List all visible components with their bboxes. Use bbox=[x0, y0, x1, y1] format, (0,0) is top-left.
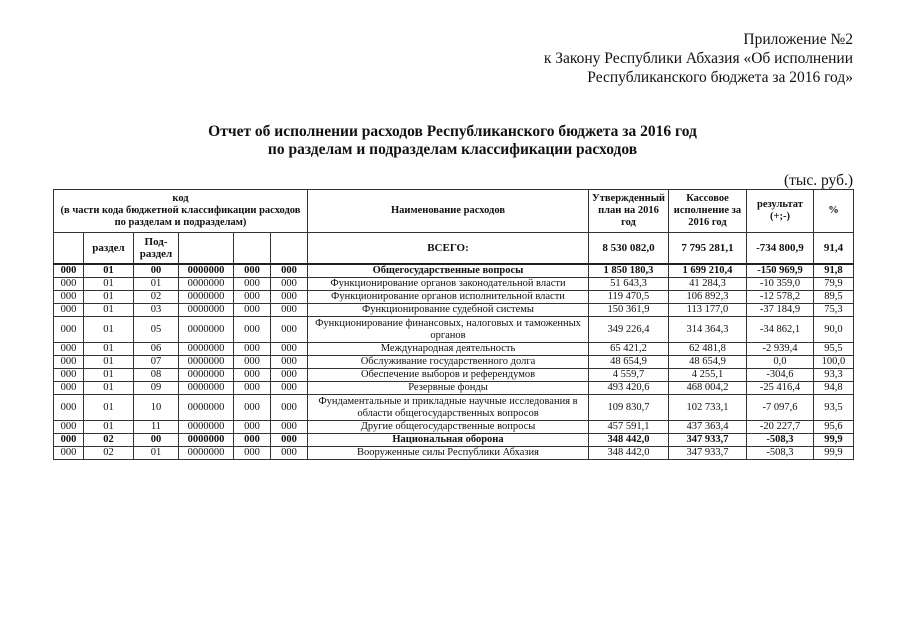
subsection-cell: 03 bbox=[134, 304, 179, 317]
target-code-cell: 0000000 bbox=[179, 264, 234, 278]
percent-header: % bbox=[813, 190, 853, 233]
table-row bbox=[54, 434, 854, 447]
kosgu-cell: 000 bbox=[271, 304, 308, 317]
result-cell: -37 184,9 bbox=[746, 304, 813, 317]
expense-name-cell: Другие общегосударственные вопросы bbox=[308, 421, 589, 434]
code-cell: 000 bbox=[54, 395, 84, 421]
section-cell: 01 bbox=[84, 291, 134, 304]
units-label: (тыс. руб.) bbox=[784, 172, 853, 189]
appendix-line-2: к Закону Республики Абхазия «Об исполнении bbox=[543, 50, 853, 67]
section-cell: 01 bbox=[84, 317, 134, 343]
section-cell: 01 bbox=[84, 395, 134, 421]
cash-cell: 1 699 210,4 bbox=[668, 264, 746, 278]
plan-cell: 348 442,0 bbox=[589, 447, 669, 460]
target-code-cell: 0000000 bbox=[179, 395, 234, 421]
kosgu-cell: 000 bbox=[271, 264, 308, 278]
code-cell: 000 bbox=[54, 264, 84, 278]
result-header: результат (+;-) bbox=[746, 190, 813, 233]
cash-cell: 4 255,1 bbox=[668, 369, 746, 382]
percent-cell: 95,5 bbox=[813, 343, 853, 356]
total-result: -734 800,9 bbox=[746, 233, 813, 265]
expense-type-cell: 000 bbox=[234, 447, 271, 460]
plan-header: Утвержденный план на 2016 год bbox=[589, 190, 669, 233]
code-cell: 000 bbox=[54, 447, 84, 460]
subsection-cell: 09 bbox=[134, 382, 179, 395]
expense-type-cell: 000 bbox=[234, 304, 271, 317]
kosgu-cell: 000 bbox=[271, 395, 308, 421]
kosgu-cell: 000 bbox=[271, 317, 308, 343]
table-row bbox=[54, 291, 854, 304]
table-row bbox=[54, 382, 854, 395]
percent-cell: 99,9 bbox=[813, 434, 853, 447]
percent-cell: 93,5 bbox=[813, 395, 853, 421]
blank-header-cell bbox=[54, 233, 84, 265]
subsection-cell: 01 bbox=[134, 278, 179, 291]
report-title-line-2: по разделам и подразделам классификации расходов bbox=[267, 141, 638, 158]
expense-name-cell: Функционирование судебной системы bbox=[308, 304, 589, 317]
expense-type-cell: 000 bbox=[234, 434, 271, 447]
table-row bbox=[54, 369, 854, 382]
result-cell: -20 227,7 bbox=[746, 421, 813, 434]
plan-cell: 348 442,0 bbox=[589, 434, 669, 447]
plan-cell: 4 559,7 bbox=[589, 369, 669, 382]
target-code-cell: 0000000 bbox=[179, 434, 234, 447]
code-cell: 000 bbox=[54, 356, 84, 369]
table-row bbox=[54, 317, 854, 343]
percent-cell: 90,0 bbox=[813, 317, 853, 343]
cash-cell: 437 363,4 bbox=[668, 421, 746, 434]
table-row bbox=[54, 278, 854, 291]
expense-type-cell: 000 bbox=[234, 278, 271, 291]
expense-name-cell: Вооруженные силы Республики Абхазия bbox=[308, 447, 589, 460]
section-cell: 01 bbox=[84, 278, 134, 291]
plan-cell: 119 470,5 bbox=[589, 291, 669, 304]
expense-type-cell: 000 bbox=[234, 356, 271, 369]
blank-header-cell bbox=[271, 233, 308, 265]
code-cell: 000 bbox=[54, 278, 84, 291]
plan-cell: 65 421,2 bbox=[589, 343, 669, 356]
kosgu-cell: 000 bbox=[271, 421, 308, 434]
plan-cell: 48 654,9 bbox=[589, 356, 669, 369]
plan-cell: 493 420,6 bbox=[589, 382, 669, 395]
plan-cell: 349 226,4 bbox=[589, 317, 669, 343]
result-cell: -10 359,0 bbox=[746, 278, 813, 291]
plan-cell: 150 361,9 bbox=[589, 304, 669, 317]
code-header-line-1: код bbox=[172, 193, 189, 204]
code-cell: 000 bbox=[54, 317, 84, 343]
target-code-cell: 0000000 bbox=[179, 356, 234, 369]
subsection-header: Под-раздел bbox=[134, 233, 179, 265]
result-cell: -508,3 bbox=[746, 447, 813, 460]
target-code-cell: 0000000 bbox=[179, 317, 234, 343]
percent-cell: 75,3 bbox=[813, 304, 853, 317]
cash-cell: 314 364,3 bbox=[668, 317, 746, 343]
expense-name-cell: Общегосударственные вопросы bbox=[308, 264, 589, 278]
code-header bbox=[54, 190, 308, 233]
cash-cell: 48 654,9 bbox=[668, 356, 746, 369]
section-cell: 01 bbox=[84, 343, 134, 356]
plan-cell: 109 830,7 bbox=[589, 395, 669, 421]
total-percent: 91,4 bbox=[813, 233, 853, 265]
section-cell: 01 bbox=[84, 264, 134, 278]
section-cell: 02 bbox=[84, 447, 134, 460]
expense-type-cell: 000 bbox=[234, 395, 271, 421]
report-title-line-1: Отчет об исполнении расходов Республиканского бюджета за 2016 год bbox=[208, 123, 697, 140]
kosgu-cell: 000 bbox=[271, 356, 308, 369]
section-cell: 01 bbox=[84, 369, 134, 382]
subsection-cell: 05 bbox=[134, 317, 179, 343]
expense-type-cell: 000 bbox=[234, 291, 271, 304]
blank-header-cell bbox=[179, 233, 234, 265]
name-header: Наименование расходов bbox=[308, 190, 589, 233]
subsection-cell: 07 bbox=[134, 356, 179, 369]
target-code-cell: 0000000 bbox=[179, 278, 234, 291]
expense-type-cell: 000 bbox=[234, 369, 271, 382]
kosgu-cell: 000 bbox=[271, 382, 308, 395]
cash-header: Кассовое исполнение за 2016 год bbox=[668, 190, 746, 233]
expense-name-cell: Национальная оборона bbox=[308, 434, 589, 447]
total-cash: 7 795 281,1 bbox=[668, 233, 746, 265]
section-header: раздел bbox=[84, 233, 134, 265]
cash-cell: 113 177,0 bbox=[668, 304, 746, 317]
cash-cell: 62 481,8 bbox=[668, 343, 746, 356]
expense-type-cell: 000 bbox=[234, 382, 271, 395]
section-cell: 01 bbox=[84, 421, 134, 434]
code-cell: 000 bbox=[54, 382, 84, 395]
plan-cell: 457 591,1 bbox=[589, 421, 669, 434]
kosgu-cell: 000 bbox=[271, 291, 308, 304]
result-cell: -304,6 bbox=[746, 369, 813, 382]
subsection-cell: 11 bbox=[134, 421, 179, 434]
section-cell: 01 bbox=[84, 382, 134, 395]
percent-cell: 89,5 bbox=[813, 291, 853, 304]
table-row bbox=[54, 356, 854, 369]
subsection-cell: 10 bbox=[134, 395, 179, 421]
result-cell: -508,3 bbox=[746, 434, 813, 447]
target-code-cell: 0000000 bbox=[179, 421, 234, 434]
section-cell: 02 bbox=[84, 434, 134, 447]
expense-type-cell: 000 bbox=[234, 421, 271, 434]
code-cell: 000 bbox=[54, 304, 84, 317]
expenditure-table bbox=[53, 189, 854, 460]
result-cell: -7 097,6 bbox=[746, 395, 813, 421]
result-cell: -150 969,9 bbox=[746, 264, 813, 278]
result-cell: -25 416,4 bbox=[746, 382, 813, 395]
target-code-cell: 0000000 bbox=[179, 447, 234, 460]
expense-type-cell: 000 bbox=[234, 317, 271, 343]
table-body bbox=[54, 264, 854, 460]
percent-cell: 91,8 bbox=[813, 264, 853, 278]
target-code-cell: 0000000 bbox=[179, 304, 234, 317]
table-row bbox=[54, 343, 854, 356]
result-cell: 0,0 bbox=[746, 356, 813, 369]
percent-cell: 94,8 bbox=[813, 382, 853, 395]
appendix-line-3: Республиканского бюджета за 2016 год» bbox=[587, 69, 853, 86]
code-cell: 000 bbox=[54, 343, 84, 356]
expense-name-cell: Функционирование органов законодательной власти bbox=[308, 278, 589, 291]
percent-cell: 95,6 bbox=[813, 421, 853, 434]
expense-type-cell: 000 bbox=[234, 264, 271, 278]
percent-cell: 93,3 bbox=[813, 369, 853, 382]
code-cell: 000 bbox=[54, 434, 84, 447]
cash-cell: 41 284,3 bbox=[668, 278, 746, 291]
expense-name-cell: Резервные фонды bbox=[308, 382, 589, 395]
target-code-cell: 0000000 bbox=[179, 369, 234, 382]
cash-cell: 468 004,2 bbox=[668, 382, 746, 395]
blank-header-cell bbox=[234, 233, 271, 265]
table-row bbox=[54, 447, 854, 460]
kosgu-cell: 000 bbox=[271, 434, 308, 447]
kosgu-cell: 000 bbox=[271, 447, 308, 460]
code-header-line-2: (в части кода бюджетной классификации расходов bbox=[60, 205, 301, 216]
expense-name-cell: Функционирование финансовых, налоговых и таможенных органов bbox=[308, 317, 589, 343]
expense-type-cell: 000 bbox=[234, 343, 271, 356]
percent-cell: 100,0 bbox=[813, 356, 853, 369]
code-cell: 000 bbox=[54, 421, 84, 434]
kosgu-cell: 000 bbox=[271, 278, 308, 291]
report-title bbox=[0, 123, 905, 159]
target-code-cell: 0000000 bbox=[179, 343, 234, 356]
target-code-cell: 0000000 bbox=[179, 382, 234, 395]
subsection-cell: 01 bbox=[134, 447, 179, 460]
target-code-cell: 0000000 bbox=[179, 291, 234, 304]
section-cell: 01 bbox=[84, 304, 134, 317]
subsection-cell: 06 bbox=[134, 343, 179, 356]
subsection-cell: 00 bbox=[134, 264, 179, 278]
cash-cell: 347 933,7 bbox=[668, 434, 746, 447]
kosgu-cell: 000 bbox=[271, 343, 308, 356]
table-row bbox=[54, 304, 854, 317]
appendix-line-1: Приложение №2 bbox=[743, 31, 853, 48]
plan-cell: 51 643,3 bbox=[589, 278, 669, 291]
table-row bbox=[54, 264, 854, 278]
cash-cell: 347 933,7 bbox=[668, 447, 746, 460]
result-cell: -34 862,1 bbox=[746, 317, 813, 343]
result-cell: -2 939,4 bbox=[746, 343, 813, 356]
total-label: ВСЕГО: bbox=[308, 233, 589, 265]
subsection-cell: 02 bbox=[134, 291, 179, 304]
plan-cell: 1 850 180,3 bbox=[589, 264, 669, 278]
subsection-cell: 00 bbox=[134, 434, 179, 447]
expense-name-cell: Обеспечение выборов и референдумов bbox=[308, 369, 589, 382]
percent-cell: 99,9 bbox=[813, 447, 853, 460]
cash-cell: 106 892,3 bbox=[668, 291, 746, 304]
code-header-line-3: по разделам и подразделам) bbox=[114, 217, 247, 228]
table-row bbox=[54, 395, 854, 421]
code-cell: 000 bbox=[54, 369, 84, 382]
expense-name-cell: Международная деятельность bbox=[308, 343, 589, 356]
expense-name-cell: Обслуживание государственного долга bbox=[308, 356, 589, 369]
table-row bbox=[54, 421, 854, 434]
expense-name-cell: Функционирование органов исполнительной власти bbox=[308, 291, 589, 304]
cash-cell: 102 733,1 bbox=[668, 395, 746, 421]
section-cell: 01 bbox=[84, 356, 134, 369]
percent-cell: 79,9 bbox=[813, 278, 853, 291]
code-cell: 000 bbox=[54, 291, 84, 304]
total-plan: 8 530 082,0 bbox=[589, 233, 669, 265]
result-cell: -12 578,2 bbox=[746, 291, 813, 304]
kosgu-cell: 000 bbox=[271, 369, 308, 382]
subsection-cell: 08 bbox=[134, 369, 179, 382]
appendix-header bbox=[544, 30, 853, 87]
expense-name-cell: Фундаментальные и прикладные научные исследования в области общегосударственных вопросов bbox=[308, 395, 589, 421]
